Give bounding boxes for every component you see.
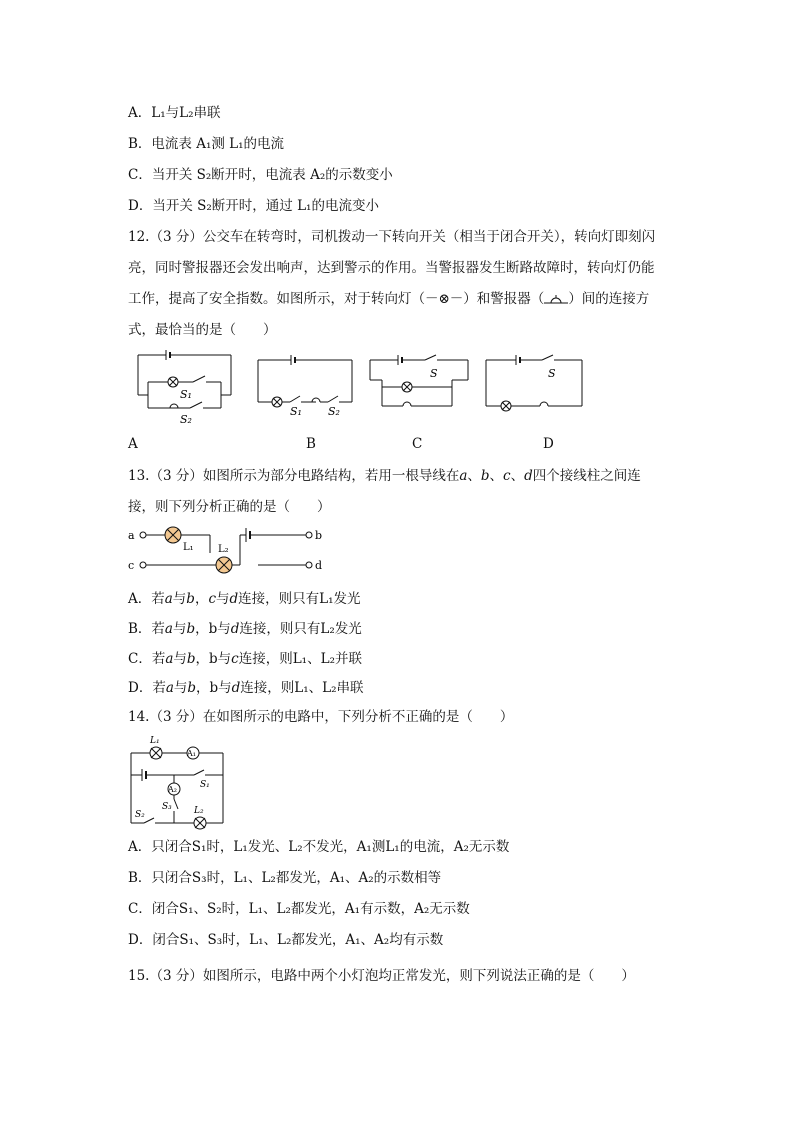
q12-stem-line-2: 亮，同时警报器还会发出响声，达到警示的作用。当警报器发生断路故障时，转向灯仍能 (128, 260, 655, 276)
q13-option-b: B．若𝑎与𝑏，b与𝑑连接，则只有L₂发光 (128, 621, 362, 637)
q13-label-b: b (315, 529, 323, 542)
q12-stem-line-1: 12.（3 分）公交车在转弯时，司机拨动一下转向开关（相当于闭合开关），转向灯即刻闪 (128, 229, 656, 245)
q13-circuit (128, 522, 328, 578)
q14-label-l2: L₂ (194, 806, 204, 816)
q13-label-l2: L₂ (218, 544, 229, 555)
q13-option-c: C．若𝑎与𝑏，b与𝑐连接，则L₁、L₂并联 (128, 651, 362, 667)
q11-option-b: B．电流表 A₁测 L₁的电流 (128, 136, 285, 152)
q13-label-c: c (128, 559, 135, 572)
q12-label-b: B (306, 436, 316, 452)
q12-stem-line-4: 式，最恰当的是（ ） (128, 322, 277, 338)
q14-label-s2: S₂ (135, 810, 145, 820)
q12-d-s-label: S (548, 367, 556, 380)
q11-option-a: A．L₁与L₂串联 (128, 105, 221, 121)
q12-stem-line-3: 工作，提高了安全指数。如图所示，对于转向灯（－⊗－）和警报器（ ）间的连接方 (128, 291, 650, 307)
q14-label-s1: S₁ (200, 780, 210, 790)
q15-stem: 15.（3 分）如图所示，电路中两个小灯泡均正常发光，则下列说法正确的是（ ） (128, 968, 635, 984)
q12-c-s-label: S (430, 367, 438, 380)
q12-label-d: D (543, 436, 554, 452)
q14-option-d: D．闭合S₁、S₃时，L₁、L₂都发光，A₁、A₂均有示数 (128, 932, 444, 948)
q12-label-a: A (128, 436, 138, 452)
q13-stem-line-1: 13.（3 分）如图所示为部分电路结构，若用一根导线在𝑎、𝑏、𝑐、𝑑四个接线柱之间连 (128, 468, 641, 484)
q12-label-c: C (412, 436, 423, 452)
q14-circuit (126, 733, 231, 828)
q14-stem: 14.（3 分）在如图所示的电路中，下列分析不正确的是（ ） (128, 709, 514, 725)
q13-label-a: a (128, 529, 135, 542)
q14-label-s3: S₃ (162, 802, 172, 812)
q11-option-d: D．当开关 S₂断开时，通过 L₁的电流变小 (128, 198, 379, 214)
q12-a-s1-label: S₁ (180, 388, 192, 401)
q12-circuit-c (370, 355, 470, 415)
q13-label-d: d (315, 559, 323, 572)
q13-stem-line-2: 接，则下列分析正确的是（ ） (128, 499, 331, 515)
q12-a-s2-label: S₂ (180, 413, 192, 426)
q11-option-c: C．当开关 S₂断开时，电流表 A₂的示数变小 (128, 167, 393, 183)
q12-b-s2-label: S₂ (328, 405, 340, 418)
q14-label-l1: L₁ (150, 736, 160, 746)
q12-b-s1-label: S₁ (290, 405, 302, 418)
q12-circuit-b (258, 355, 358, 418)
q13-option-d: D．若𝑎与𝑏，b与𝑑连接，则L₁、L₂串联 (128, 680, 364, 696)
q13-option-a: A．若𝑎与𝑏，𝑐与𝑑连接，则只有L₁发光 (128, 591, 361, 607)
q14-label-a2: A₂ (168, 785, 177, 794)
q12-circuit-a (128, 350, 238, 430)
q14-option-b: B．只闭合S₃时，L₁、L₂都发光，A₁、A₂的示数相等 (128, 870, 442, 886)
q14-label-a1: A₁ (187, 749, 196, 758)
q13-label-l1: L₁ (183, 542, 194, 553)
q14-option-a: A．只闭合S₁时，L₁发光、L₂不发光，A₁测L₁的电流，A₂无示数 (128, 839, 510, 855)
alarm-symbol-icon (544, 293, 568, 307)
q14-option-c: C．闭合S₁、S₂时，L₁、L₂都发光，A₁有示数，A₂无示数 (128, 901, 470, 917)
q12-circuit-d (486, 355, 586, 415)
